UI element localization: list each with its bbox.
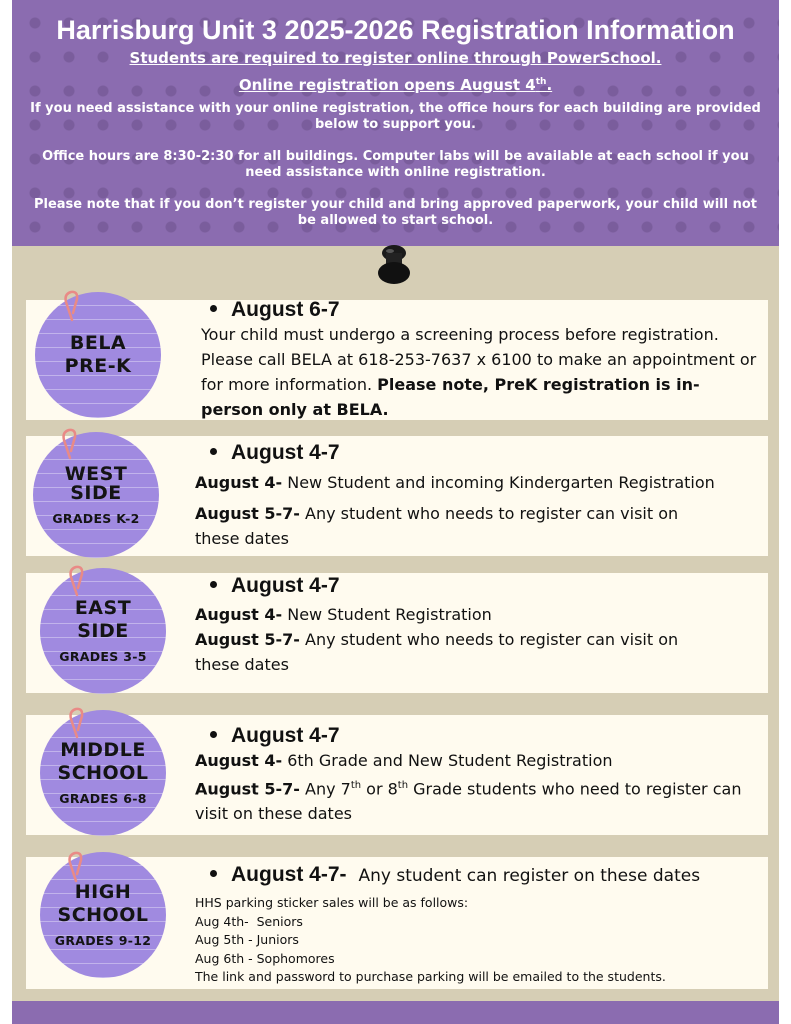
dates-heading: August 4-7 bbox=[210, 574, 340, 598]
paperwork-note: Please note that if you don’t register your child and bring approved paperwork, your child will not be allowed to start school. bbox=[33, 197, 758, 228]
east-side-line-1: August 4- New Student Registration bbox=[195, 605, 492, 624]
bullet-dot bbox=[210, 870, 217, 877]
middle-school-line-1: August 4- 6th Grade and New Student Registration bbox=[195, 751, 613, 770]
middle-school-line-2: August 5-7- Any 7th or 8th Grade students who need to register can visit on these dates bbox=[195, 779, 742, 824]
school-badge-west-side: WEST SIDE GRADES K-2 bbox=[33, 432, 159, 558]
header-banner bbox=[12, 0, 779, 246]
paperclip-icon bbox=[68, 563, 86, 597]
dates-heading: August 6-7 bbox=[210, 298, 340, 322]
bullet-dot bbox=[210, 581, 217, 588]
parking-line: Aug 4th- Seniors bbox=[195, 913, 303, 929]
footer-bar bbox=[12, 1001, 779, 1024]
page-title: Harrisburg Unit 3 2025-2026 Registration Information bbox=[56, 15, 735, 45]
bela-description: Your child must undergo a screening process before registration. Please call BELA at 618-253-7637 x 6100 to make an appointment or for more information. Please note, PreK registration is in-person only at BELA. bbox=[201, 325, 757, 419]
dates-heading: August 4-7 bbox=[210, 441, 340, 465]
paperclip-icon bbox=[67, 849, 85, 883]
west-side-line-2: August 5-7- Any student who needs to register can visit on these dates bbox=[195, 504, 679, 548]
school-badge-east-side: EAST SIDE GRADES 3-5 bbox=[40, 568, 166, 694]
school-badge-high-school: HIGH SCHOOL GRADES 9-12 bbox=[40, 852, 166, 978]
school-badge-bela: BELA PRE-K bbox=[35, 292, 161, 418]
dates-heading: August 4-7 bbox=[210, 724, 340, 748]
bullet-dot bbox=[210, 305, 217, 312]
parking-info bbox=[195, 894, 765, 987]
paperclip-icon bbox=[63, 288, 81, 322]
office-hours-text: Office hours are 8:30-2:30 for all buildings. Computer labs will be available at each school if you need assistance with online registration. bbox=[42, 149, 749, 180]
registration-opens-line: Online registration opens August 4th. bbox=[238, 76, 553, 94]
online-required-line: Students are required to register online through PowerSchool. bbox=[129, 49, 662, 67]
parking-line: Aug 6th - Sophomores bbox=[195, 950, 335, 966]
bullet-dot bbox=[210, 731, 217, 738]
west-side-line-1: August 4- New Student and incoming Kindergarten Registration bbox=[195, 473, 715, 492]
assistance-text: If you need assistance with your online registration, the office hours for each building are provided below to support you. bbox=[30, 101, 761, 132]
parking-line: Aug 5th - Juniors bbox=[195, 932, 299, 947]
dates-heading: August 4-7- Any student can register on these dates bbox=[210, 863, 700, 887]
paperclip-icon bbox=[68, 705, 86, 739]
school-badge-middle-school: MIDDLE SCHOOL GRADES 6-8 bbox=[40, 710, 166, 836]
parking-line: HHS parking sticker sales will be as follows: bbox=[195, 895, 469, 910]
bullet-dot bbox=[210, 448, 217, 455]
parking-line: The link and password to purchase parking will be emailed to the students. bbox=[195, 969, 666, 984]
push-pin-icon bbox=[377, 244, 411, 288]
paperclip-icon bbox=[61, 426, 79, 460]
east-side-line-2: August 5-7- Any student who needs to register can visit on these dates bbox=[195, 630, 679, 674]
